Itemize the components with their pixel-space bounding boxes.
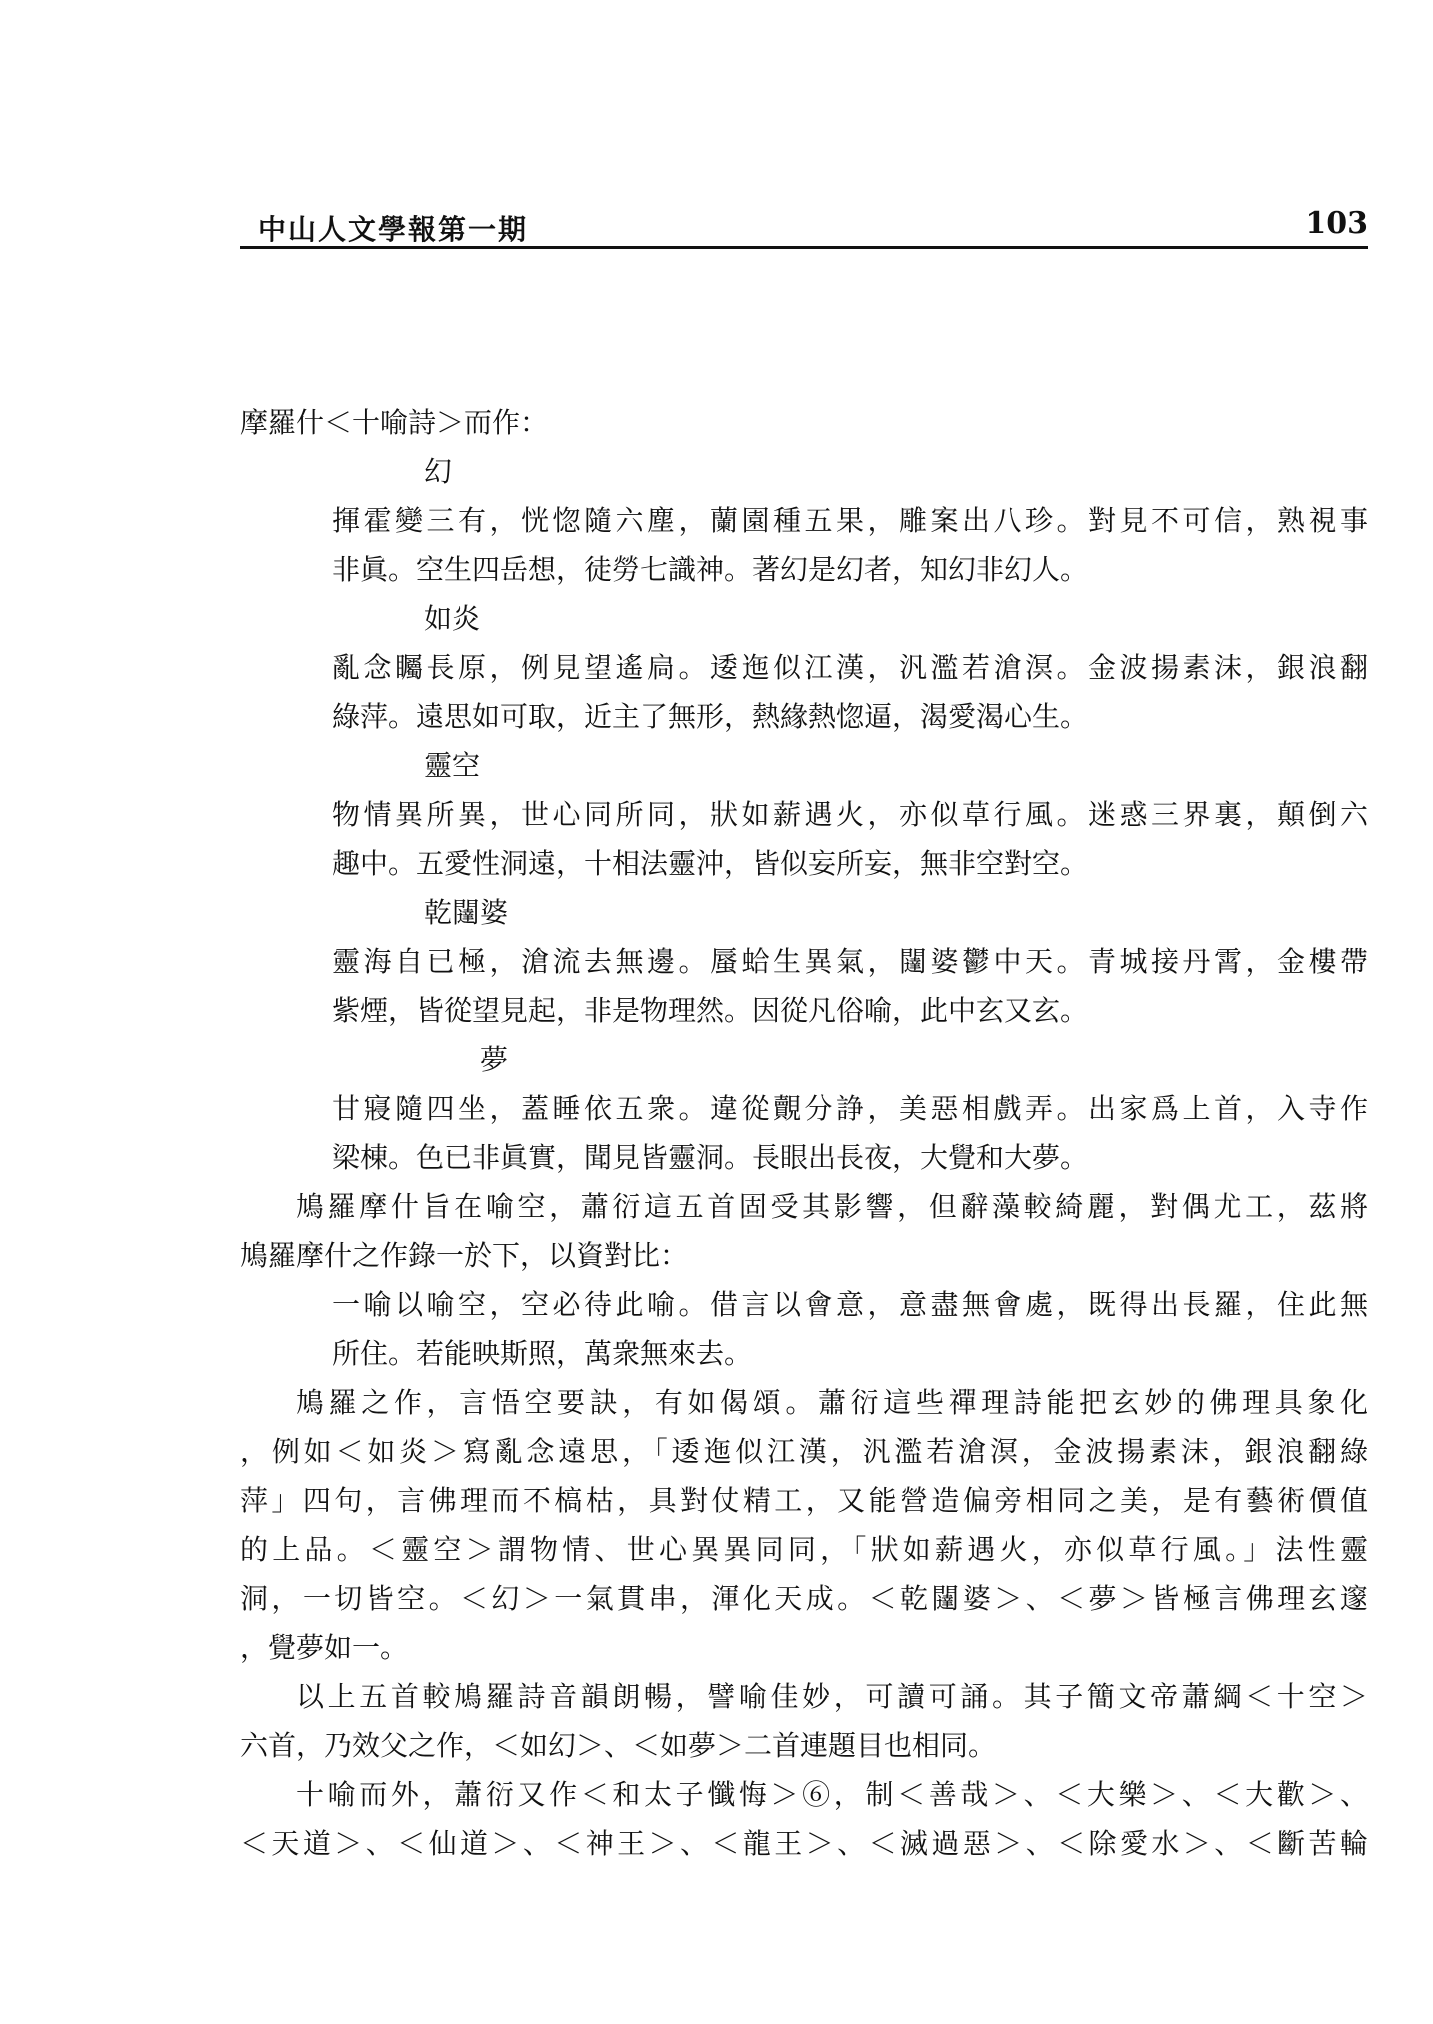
poem-line: 非眞。空生四岳想，徒勞七識神。著幻是幻者，知幻非幻人。 — [332, 553, 1089, 586]
paragraph-line: 十喻而外，蕭衍又作＜和太子懺悔＞⑥，制＜善哉＞、＜大樂＞、＜大歡＞、 — [296, 1778, 1368, 1811]
poem-line: 靈海自已極，滄流去無邊。蜃蛤生異氣，闥婆鬱中天。青城接丹霄，金樓帶 — [332, 945, 1368, 978]
paragraph-line: 鳩羅摩什旨在喻空，蕭衍這五首固受其影響，但辭藻較綺麗，對偶尤工，茲將 — [296, 1190, 1368, 1223]
paragraph-line: ，覺夢如一。 — [240, 1631, 409, 1664]
running-header — [240, 208, 1368, 249]
poem-line: 甘寢隨四坐，蓋睡依五衆。違從覿分諍，美惡相戲弄。出家爲上首，入寺作 — [332, 1092, 1368, 1125]
poem-line: 揮霍變三有，恍惚隨六塵，蘭園種五果，雕案出八珍。對見不可信，熟視事 — [332, 504, 1368, 537]
poem-line: 綠萍。遠思如可取，近主了無形，熱緣熱惚逼，渴愛渴心生。 — [332, 700, 1089, 733]
quote-line: 所住。若能映斯照，萬衆無來去。 — [332, 1337, 753, 1370]
poem-line: 紫煙，皆從望見起，非是物理然。因從凡俗喻，此中玄又玄。 — [332, 994, 1089, 1027]
paragraph-line: 六首，乃效父之作，＜如幻＞、＜如夢＞二首連題目也相同。 — [240, 1729, 997, 1762]
paragraph-line: 萍」四句，言佛理而不槁枯，具對仗精工，又能營造偏旁相同之美，是有藝術價值 — [240, 1484, 1368, 1517]
paragraph-line: 的上品。＜靈空＞謂物情、世心異異同同，「狀如薪遇火，亦似草行風。」法性靈 — [240, 1533, 1368, 1566]
poem-title-ruyan: 如炎 — [424, 602, 481, 635]
intro-line: 摩羅什＜十喻詩＞而作： — [240, 406, 549, 439]
paragraph-line: ＜天道＞、＜仙道＞、＜神王＞、＜龍王＞、＜滅過惡＞、＜除愛水＞、＜斷苦輪 — [240, 1827, 1368, 1860]
page-body — [240, 398, 1368, 1868]
paragraph-line: 洞，一切皆空。＜幻＞一氣貫串，渾化天成。＜乾闥婆＞、＜夢＞皆極言佛理玄邃 — [240, 1582, 1368, 1615]
poem-title-meng: 夢 — [480, 1043, 509, 1076]
poem-line: 趣中。五愛性洞遠，十相法靈沖，皆似妄所妄，無非空對空。 — [332, 847, 1089, 880]
paragraph-line: 以上五首較鳩羅詩音韻朗暢，譬喻佳妙，可讀可誦。其子簡文帝蕭綱＜十空＞ — [296, 1680, 1368, 1713]
poem-line: 物情異所異，世心同所同，狀如薪遇火，亦似草行風。迷惑三界裏，顛倒六 — [332, 798, 1368, 831]
poem-line: 亂念矚長原，例見望遙扃。逶迤似江漢，汎濫若滄溟。金波揚素沫，銀浪翻 — [332, 651, 1368, 684]
poem-title-lingkong: 靈空 — [424, 749, 481, 782]
paragraph-line: ，例如＜如炎＞寫亂念遠思，「逶迤似江漢，汎濫若滄溟，金波揚素沫，銀浪翻綠 — [240, 1435, 1368, 1468]
poem-title-huan: 幻 — [424, 455, 453, 488]
page-number: 103 — [1305, 206, 1368, 241]
poem-line: 梁棟。色已非眞實，聞見皆靈洞。長眼出長夜，大覺和大夢。 — [332, 1141, 1089, 1174]
poem-title-qiantapo: 乾闥婆 — [424, 896, 509, 929]
paragraph-line: 鳩羅之作，言悟空要訣，有如偈頌。蕭衍這些禪理詩能把玄妙的佛理具象化 — [296, 1386, 1368, 1419]
journal-title: 中山人文學報第一期 — [258, 213, 529, 246]
paragraph-line: 鳩羅摩什之作錄一於下，以資對比： — [240, 1239, 689, 1272]
quote-line: 一喻以喻空，空必待此喻。借言以會意，意盡無會處，既得出長羅，住此無 — [332, 1288, 1368, 1321]
